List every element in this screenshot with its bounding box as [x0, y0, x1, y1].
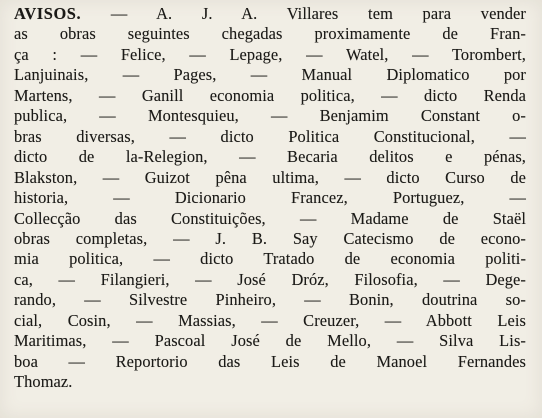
notice-heading: AVISOS.	[14, 4, 82, 23]
text-line: Maritimas, — Pascoal José de Mello, — Silva Lis-	[14, 331, 526, 351]
text-line: bras diversas, — dicto Politica Constitucional, —	[14, 126, 526, 146]
text-line: historia, — Dicionario Francez, Portuguez, —	[14, 188, 526, 208]
text-line: ça : — Felice, — Lepage, — Watel, — Torombert,	[14, 44, 526, 64]
text-line: cial, Cosin, — Massias, — Creuzer, — Abbott Leis	[14, 310, 526, 330]
text-line: mia politica, — dicto Tratado de economia politi-	[14, 249, 526, 269]
text-line: ca, — Filangieri, — José Dróz, Filosofia, — Dege-	[14, 269, 526, 289]
notice-text-block	[14, 4, 526, 393]
text-line-content: — A. J. A. Villares tem para vender	[81, 4, 526, 23]
text-line: Martens, — Ganill economia politica, — dicto Renda	[14, 85, 526, 105]
text-line: Blakston, — Guizot pêna ultima, — dicto Curso de	[14, 167, 526, 187]
text-line: Collecção das Constituições, — Madame de Staël	[14, 208, 526, 228]
text-line: publica, — Montesquieu, — Benjamim Constant o-	[14, 106, 526, 126]
text-line: dicto de la-Relegion, — Becaria delitos e pénas,	[14, 147, 526, 167]
text-line: as obras seguintes chegadas proximamente de Fran-	[14, 24, 526, 44]
text-line: rando, — Silvestre Pinheiro, — Bonin, doutrina so-	[14, 290, 526, 310]
text-line: boa — Reportorio das Leis de Manoel Fernandes	[14, 351, 526, 371]
text-line: obras completas, — J. B. Say Catecismo de econo-	[14, 228, 526, 248]
text-line	[14, 4, 526, 24]
text-line: Thomaz.	[14, 372, 73, 392]
text-line: Lanjuinais, — Pages, — Manual Diplomatico por	[14, 65, 526, 85]
